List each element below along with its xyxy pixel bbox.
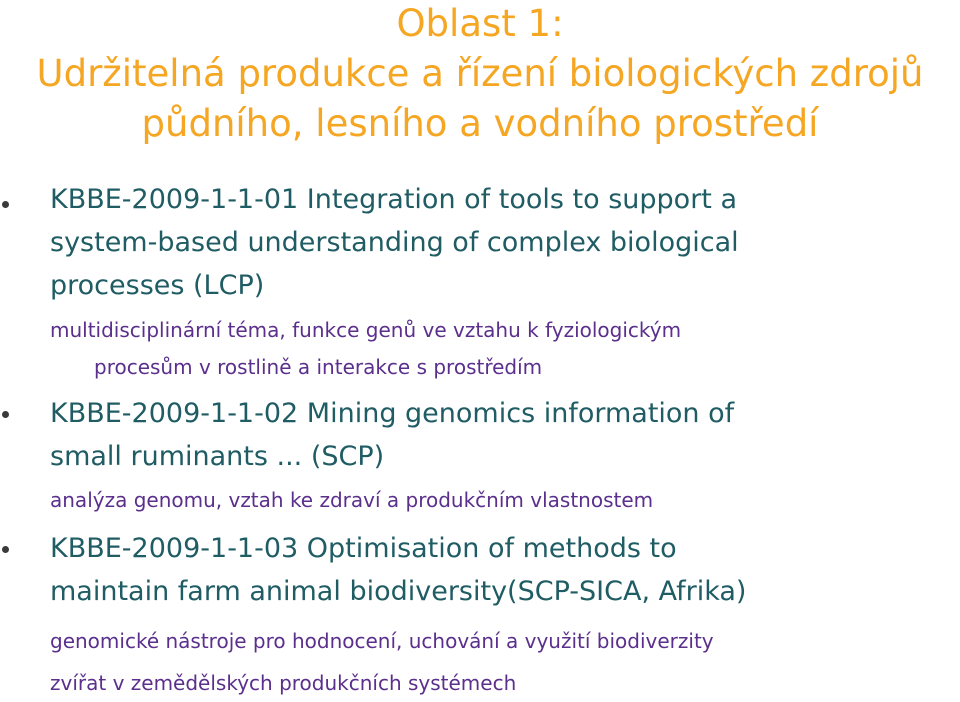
item-2-heading-line-2: small ruminants ... (SCP) xyxy=(50,441,385,472)
item-1-sub-line-1: multidisciplinární téma, funkce genů ve vztahu k fyziologickým xyxy=(50,318,682,342)
item-2-heading-line-1: KBBE-2009-1-1-02 Mining genomics information of xyxy=(50,398,735,429)
item-1-heading-line-3: processes (LCP) xyxy=(50,270,265,301)
item-1-heading-line-2: system-based understanding of complex biological xyxy=(50,227,739,258)
bullet-dot-icon xyxy=(2,201,9,208)
title-line-3: půdního, lesního a vodního prostředí xyxy=(141,102,819,145)
bullet-dot-icon xyxy=(2,546,9,553)
item-3-heading-line-1: KBBE-2009-1-1-03 Optimisation of methods to xyxy=(50,533,677,564)
item-1-sub-line-2: procesům v rostlině a interakce s prostředím xyxy=(94,355,543,379)
item-2-sub-line-1: analýza genomu, vztah ke zdraví a produkčním vlastnostem xyxy=(50,488,654,512)
title-line-1: Oblast 1: xyxy=(396,2,564,45)
item-3-sub-line-1: genomické nástroje pro hodnocení, uchování a využití biodiverzity xyxy=(50,629,714,653)
item-1-heading-line-1: KBBE-2009-1-1-01 Integration of tools to support a xyxy=(50,184,738,215)
bullet-dot-icon xyxy=(2,411,9,418)
item-3-sub-line-2: zvířat v zemědělských produkčních systémech xyxy=(50,671,517,695)
item-3-heading-line-2: maintain farm animal biodiversity(SCP-SICA, Afrika) xyxy=(50,576,747,607)
title-line-2: Udržitelná produkce a řízení biologických zdrojů xyxy=(36,52,924,95)
